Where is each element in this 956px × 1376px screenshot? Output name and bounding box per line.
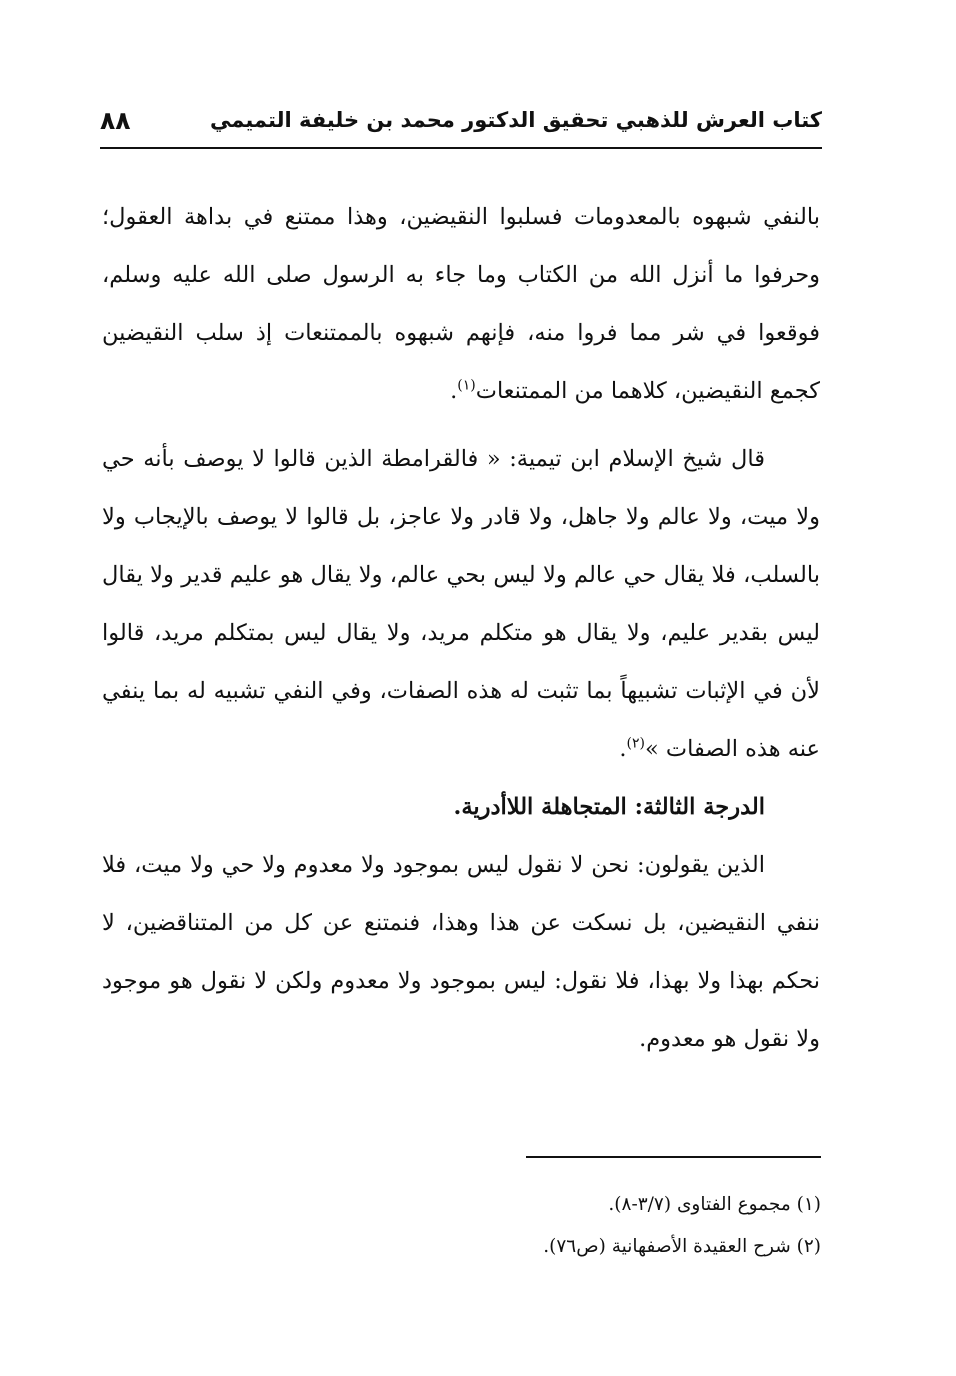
main-text [102,188,820,1068]
paragraph-2: قال شيخ الإسلام ابن تيمية: « فالقرامطة الذين قالوا لا يوصف بأنه حي ولا ميت، ولا عالم ولا جاهل، ولا قادر ولا عاجز، بل قالوا لا يوصف بالإيجاب ولا بالسلب، فلا يقال حي عالم ولا ليس بحي عالم، ولا يقال هو عليم قدير ولا يقال ليس بقدير عليم، ولا يقال هو متكلم مريد، ولا يقال ليس بمتكلم مريد، قالوا لأن في الإثبات تشبيهاً بما تثبت له هذه الصفات، وفي النفي تشبيه له بما ينفي عنه هذه الصفات »$^{(٢)}$. [102,446,820,762]
section-heading: الدرجة الثالثة: المتجاهلة اللاأدرية. [453,794,765,820]
footnote-1: (١) مجموع الفتاوى (٣/٧-٨). [608,1194,821,1215]
page-number: ٨٨ [100,106,131,135]
header-divider [100,147,822,149]
footnote-2: (٢) شرح العقيدة الأصفهانية (ص٧٦). [543,1236,821,1257]
book-title: كتاب العرش للذهبي تحقيق الدكتور محمد بن خليفة التميمي [210,108,822,132]
footnote-divider [526,1156,821,1158]
paragraph-3: الذين يقولون: نحن لا نقول ليس بموجود ولا معدوم ولا حي ولا ميت، فلا ننفي النقيضين، بل نسكت عن هذا وهذا، فنمتنع عن كل من المتناقضين، لا نحكم بهذا ولا بهذا، فلا نقول: ليس بموجود ولا معدوم ولكن لا نقول هو موجود ولا نقول هو معدوم. [102,852,820,1052]
footnote-ref-1: (١) [457,377,476,394]
paragraph-1: بالنفي شبهوه بالمعدومات فسلبوا النقيضين، وهذا ممتنع في بداهة العقول؛ وحرفوا ما أنزل الله من الكتاب وما جاء به الرسول صلى الله عليه وسلم، فوقعوا في شر مما فروا منه، فإنهم شبهوه بالممتنعات إذ سلب النقيضين كجمع النقيضين، كلاهما من الممتنعات$^{(١)}$. [102,204,820,404]
footnotes [300,1184,821,1268]
running-header [100,104,822,146]
footnote-ref-2: (٢) [626,735,645,752]
